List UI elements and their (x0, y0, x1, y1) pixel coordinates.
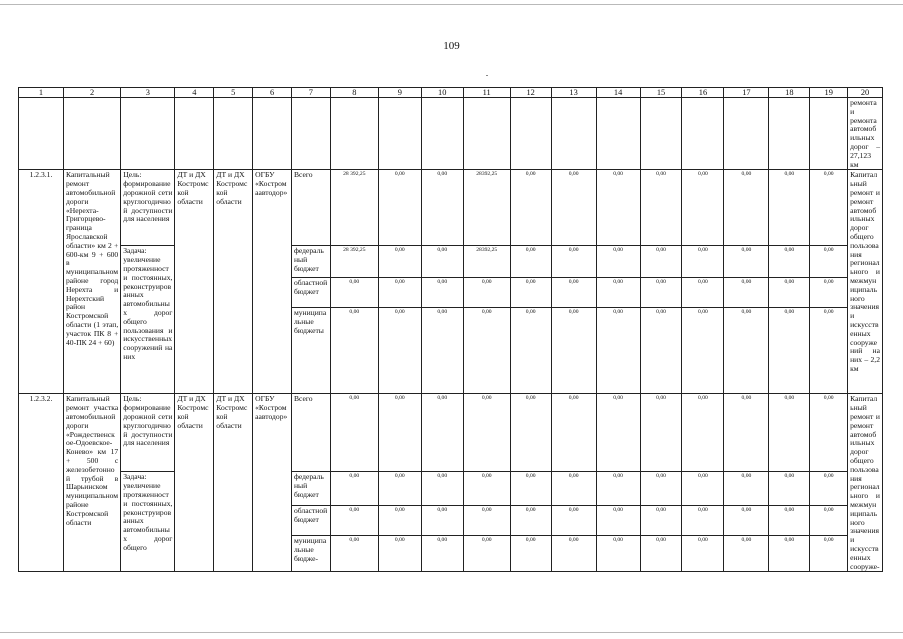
column-header: 13 (551, 88, 596, 98)
amount: 0,00 (724, 394, 769, 472)
amount: 0,00 (682, 394, 724, 472)
column-header: 16 (682, 88, 724, 98)
amount: 0,00 (640, 472, 682, 506)
amount: 0,00 (378, 472, 421, 506)
column-number-row (19, 88, 883, 98)
amount: 0,00 (682, 472, 724, 506)
table-row (19, 170, 883, 246)
amount: 0,00 (421, 506, 463, 536)
amount: 0,00 (596, 170, 640, 246)
amount: 0,00 (330, 536, 378, 572)
expected-result: Капитальный ремонт и ремонт автомобильных дорог общего пользования регионального и межмуниципального значения и искусственных сооруже- (848, 394, 883, 572)
table-row (19, 472, 883, 506)
column-header: 3 (121, 88, 175, 98)
column-header: 5 (214, 88, 253, 98)
table-row (19, 246, 883, 278)
amount: 0,00 (330, 506, 378, 536)
amount: 0,00 (769, 308, 810, 394)
amount: 0,00 (463, 506, 510, 536)
amount: 0,00 (682, 278, 724, 308)
column-header: 4 (175, 88, 214, 98)
amount: 0,00 (463, 278, 510, 308)
amount: 0,00 (421, 536, 463, 572)
amount: 28 392,25 (330, 246, 378, 278)
amount: 0,00 (378, 536, 421, 572)
amount: 0,00 (640, 246, 682, 278)
amount: 0,00 (421, 278, 463, 308)
funding-source: Всего (291, 394, 330, 472)
amount: 0,00 (463, 536, 510, 572)
amount: 0,00 (724, 278, 769, 308)
amount: 0,00 (724, 472, 769, 506)
amount: 0,00 (596, 246, 640, 278)
column-header: 20 (848, 88, 883, 98)
amount: 0,00 (724, 506, 769, 536)
amount: 0,00 (421, 394, 463, 472)
amount: 0,00 (330, 278, 378, 308)
measure-goal: Цель: формирование дорожной сети круглогодичной доступности для населения (121, 394, 175, 472)
amount: 0,00 (551, 506, 596, 536)
funding-source: Всего (291, 170, 330, 246)
amount: 28 392,25 (330, 170, 378, 246)
amount: 0,00 (510, 506, 551, 536)
amount: 0,00 (378, 506, 421, 536)
column-header: 2 (63, 88, 120, 98)
amount: 0,00 (769, 472, 810, 506)
amount: 0,00 (724, 246, 769, 278)
column-header: 19 (810, 88, 848, 98)
executor: ДТ и ДХ Костромской области (214, 170, 253, 394)
amount: 0,00 (378, 394, 421, 472)
amount: 0,00 (596, 472, 640, 506)
column-header: 18 (769, 88, 810, 98)
amount: 0,00 (810, 536, 848, 572)
executor: ОГБУ «Костромаавтодор» (253, 394, 292, 572)
amount: 0,00 (640, 170, 682, 246)
program-table (18, 87, 883, 572)
amount: 0,00 (810, 278, 848, 308)
amount: 0,00 (810, 246, 848, 278)
amount: 0,00 (510, 246, 551, 278)
amount: 28392,25 (463, 246, 510, 278)
measure-name: Капитальный ремонт автомобильной дороги «Нерехта-Григорцево-граница Ярославской области» км 2 + 600-км 9 + 600 в муниципальном районе город Нерехта и Нерехтский район Костромской области (1 этап, участок ПК 8 + 40-ПК 24 + 60) (63, 170, 120, 394)
amount: 0,00 (596, 308, 640, 394)
measure-task: Задача: увеличение протяженности постоянных, реконструированных автомобильных дорог общего пользования и искусственных сооружений на них (121, 246, 175, 394)
amount: 0,00 (551, 472, 596, 506)
column-header: 8 (330, 88, 378, 98)
column-header: 17 (724, 88, 769, 98)
carryover-row (19, 98, 883, 170)
funding-source: федеральный бюджет (291, 472, 330, 506)
amount: 0,00 (510, 170, 551, 246)
funding-source: федеральный бюджет (291, 246, 330, 278)
amount: 0,00 (724, 308, 769, 394)
executor: ДТ и ДХ Костромской области (214, 394, 253, 572)
amount: 0,00 (810, 506, 848, 536)
executor: ОГБУ «Костромаавтодор» (253, 170, 292, 394)
amount: 0,00 (551, 394, 596, 472)
funding-source: областной бюджет (291, 506, 330, 536)
amount: 0,00 (769, 394, 810, 472)
amount: 0,00 (640, 506, 682, 536)
funding-source: муниципальные бюдже- (291, 536, 330, 572)
amount: 0,00 (810, 472, 848, 506)
row-code: 1.2.3.1. (19, 170, 64, 394)
column-header: 15 (640, 88, 682, 98)
amount: 0,00 (596, 278, 640, 308)
amount: 0,00 (724, 170, 769, 246)
table-row (19, 394, 883, 472)
amount: 0,00 (551, 308, 596, 394)
page-number: 109 (443, 40, 460, 52)
amount: 0,00 (510, 308, 551, 394)
amount: 0,00 (810, 170, 848, 246)
executor: ДТ и ДХ Костромской области (175, 170, 214, 394)
amount: 0,00 (682, 170, 724, 246)
amount: 0,00 (769, 506, 810, 536)
amount: 0,00 (682, 536, 724, 572)
amount: 0,00 (810, 394, 848, 472)
amount: 0,00 (551, 278, 596, 308)
amount: 0,00 (769, 536, 810, 572)
amount: 0,00 (769, 278, 810, 308)
bottom-scan-border (0, 632, 903, 633)
amount: 0,00 (463, 394, 510, 472)
amount: 0,00 (330, 394, 378, 472)
column-header: 1 (19, 88, 64, 98)
expected-result: Капитальный ремонт и ремонт автомобильных дорог общего пользования регионального и межмуниципального значения и искусственных сооружений на них – 2,2 км (848, 170, 883, 394)
funding-source: муниципальные бюджеты (291, 308, 330, 394)
amount: 0,00 (378, 278, 421, 308)
column-header: 12 (510, 88, 551, 98)
amount: 0,00 (640, 278, 682, 308)
amount: 0,00 (724, 536, 769, 572)
amount: 0,00 (682, 308, 724, 394)
amount: 0,00 (378, 308, 421, 394)
amount: 0,00 (330, 472, 378, 506)
amount: 0,00 (330, 308, 378, 394)
amount: 0,00 (421, 308, 463, 394)
measure-name: Капитальный ремонт участка автомобильной дороги «Рождественское-Одоевское-Конево» км 17 + 500 с железобетонной трубой в Шарьинском муниципальном районе Костромской области (63, 394, 120, 572)
executor: ДТ и ДХ Костромской области (175, 394, 214, 572)
amount: 0,00 (640, 394, 682, 472)
amount: 0,00 (510, 536, 551, 572)
amount: 0,00 (596, 506, 640, 536)
amount: 0,00 (421, 246, 463, 278)
measure-task: Задача: увеличение протяженности постоянных, реконструированных автомобильных дорог общего (121, 472, 175, 572)
amount: 0,00 (640, 308, 682, 394)
amount: 0,00 (510, 394, 551, 472)
amount: 0,00 (551, 536, 596, 572)
amount: 0,00 (769, 170, 810, 246)
amount: 0,00 (378, 246, 421, 278)
amount: 0,00 (551, 246, 596, 278)
scan-speck (486, 75, 488, 76)
amount: 0,00 (463, 308, 510, 394)
amount: 0,00 (640, 536, 682, 572)
column-header: 6 (253, 88, 292, 98)
top-scan-border (0, 4, 903, 5)
column-header: 14 (596, 88, 640, 98)
amount: 0,00 (551, 170, 596, 246)
amount: 0,00 (378, 170, 421, 246)
column-header: 9 (378, 88, 421, 98)
funding-source: областной бюджет (291, 278, 330, 308)
amount: 0,00 (421, 170, 463, 246)
amount: 0,00 (596, 536, 640, 572)
row-code: 1.2.3.2. (19, 394, 64, 572)
amount: 0,00 (510, 278, 551, 308)
column-header: 7 (291, 88, 330, 98)
column-header: 11 (463, 88, 510, 98)
amount: 0,00 (463, 472, 510, 506)
amount: 0,00 (421, 472, 463, 506)
column-header: 10 (421, 88, 463, 98)
amount: 0,00 (510, 472, 551, 506)
amount: 0,00 (769, 246, 810, 278)
carryover-result: ремонта и ремонта автомобильных дорог – 27,123 км (848, 98, 883, 170)
amount: 0,00 (810, 308, 848, 394)
amount: 0,00 (682, 246, 724, 278)
amount: 0,00 (596, 394, 640, 472)
measure-goal: Цель: формирование дорожной сети круглогодичной доступности для населения (121, 170, 175, 246)
amount: 28392,25 (463, 170, 510, 246)
amount: 0,00 (682, 506, 724, 536)
